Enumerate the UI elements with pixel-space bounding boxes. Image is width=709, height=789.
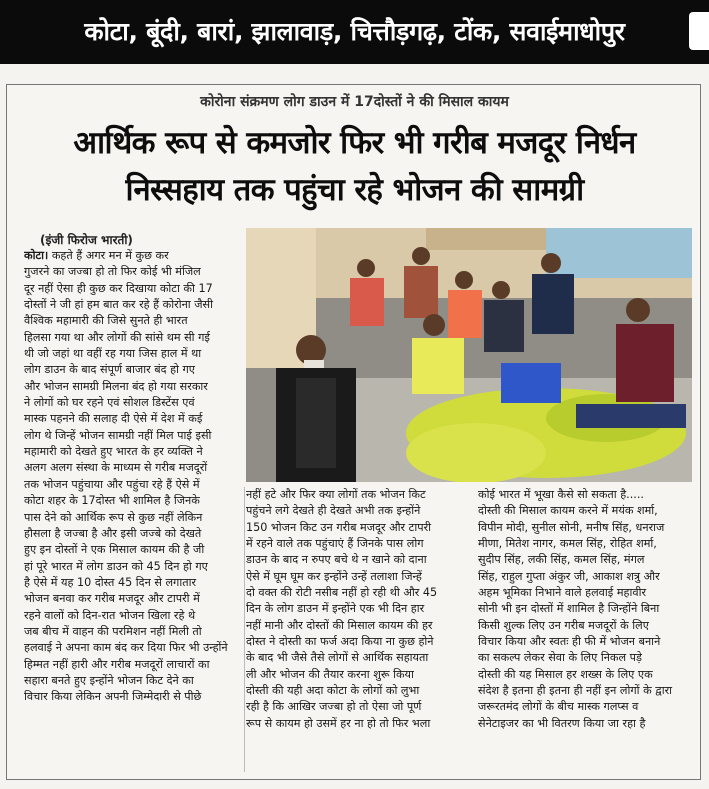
article-line-text: 150 भोजन किट उन गरीब मजदूर और टापरी [246,520,432,534]
article-line [246,487,462,503]
article-line [24,689,240,705]
article-line [246,552,462,568]
article-line-text: कोई भारत में भूखा कैसे सो सकता है..... [478,488,644,501]
article-line-text: हुए इन दोस्तों ने एक मिसाल कायम की है जी [24,543,205,557]
article-line [24,542,240,558]
article-line-text: ली और भोजन की तैयार करना शुरू किया [246,667,414,681]
article-line [24,281,240,297]
article-line [24,346,240,362]
article-line-text: हलवाई ने अपना काम बंद कर दिया फिर भी उन्होंने [24,641,228,655]
article-line [24,248,240,264]
article-line [24,330,240,346]
article-line-text: सहारा बनते हुए इन्होंने भोजन किट देने का [24,673,194,687]
article-line-text: दिन के लोग डाउन में इन्होंने एक भी दिन हार [246,602,425,616]
article-line-text: है ऐसे में यह 10 दोस्त 45 दिन से लगातार [24,575,197,589]
article-line [478,634,692,650]
article-line-text: दोस्ती की यही अदा कोटा के लोगों को लुभा [246,684,420,698]
headline-line-1: आर्थिक रूप से कमजोर फिर भी गरीब मजदूर निर्धन [73,125,636,161]
article-line-text: दूर नहीं ऐसा ही कुछ कर दिखाया कोटा की 17 [24,281,213,295]
article-line [246,520,462,536]
article-line [24,444,240,460]
article-line [24,477,240,493]
article-line-text: नहीं हटे और फिर क्या लोगों तक भोजन किट [246,488,426,501]
article-line [478,585,692,601]
article-line [24,608,240,624]
article-line [24,411,240,427]
masthead-tab [689,12,709,50]
article-line [24,493,240,509]
dateline: कोटा। [24,249,49,262]
article-line-text: हिलसा गया था और लोगों की सांसे थम सी गई [24,330,210,344]
article-line-text: जब बीच में वाहन की परमिशन नहीं मिली तो [24,624,202,638]
article-line [24,526,240,542]
article-line [24,264,240,280]
article-line-text: ऐसे में घूम घूम कर इन्होंने उन्हें तलाशा जिन्हें [246,569,422,583]
article-line [246,601,462,617]
article-line [478,569,692,585]
photo-illustration [246,228,692,482]
article-line-text: और भोजन सामग्री मिलना बंद हो गया सरकार [24,379,208,393]
article-line-text: गुजरने का जज्बा हो तो फिर कोई भी मंजिल [24,265,201,279]
article-line [24,362,240,378]
article-line-text: दोस्तों ने जी हां हम बात कर रहे हैं कोरोना जैसी [24,298,214,312]
article-line [478,520,692,536]
article-line-text: अहम भूमिका निभाने वाले हलवाई महावीर [478,586,647,600]
article-line [246,585,462,601]
article-line-text: विपीन मोदी, सुनील सोनी, मनीष सिंह, धनराज [478,520,665,534]
article-column-3 [478,487,692,732]
article-line-text: के बाद भी जैसे तैसे लोगों से आर्थिक सहायता [246,651,429,665]
article-line-text: जरूरतमंद लोगों के बीच मास्क गलप्स व [478,700,639,714]
article-line [478,487,692,503]
article-line [478,716,692,732]
article-line-text: अलग अलग संस्था के माध्यम से गरीब मजदूरों [24,461,208,475]
article-line-text: थी जो जहां था वहीं रह गया जिस हाल में था [24,347,202,361]
column-rule [244,487,245,772]
article-column-1 [24,248,240,706]
article-line-text: लोग डाउन के बाद संपूर्ण बाजार बंद हो गए [24,363,195,377]
headline-line-2: निस्सहाय तक पहुंचा रहे भोजन की सामग्री [125,172,584,208]
article-line-text: संदेश है इतना ही इतना ही नहीं इन लोगों के द्वारा [478,684,673,698]
article-line [24,559,240,575]
article-line [24,624,240,640]
article-line [24,591,240,607]
article-line [246,650,462,666]
article-line [478,650,692,666]
article-column-2 [246,487,462,732]
article-line [246,618,462,634]
article-line-text: ने लोगों को घर रहने एवं सोशल डिस्टेंस एवं [24,396,195,410]
article-line-text: सोनी भी इन दोस्तों में शामिल है जिन्होंने बिना [478,602,660,616]
article-line [246,536,462,552]
group-photo-icon [246,228,692,482]
article-line-text: दोस्ती की मिसाल कायम करने में मयंक शर्मा, [478,504,658,518]
article-line-text: तक भोजन पहुंचाया और पहुंचा रहे हैं ऐसे में [24,477,200,491]
article-line [246,699,462,715]
article-line-text: पास देने को आर्थिक रूप से कुछ नहीं लेकिन [24,510,203,524]
article-line-text: रूप से कायम हो उसमें हर ना हो तो फिर भला [246,716,431,730]
article-line-text: मास्क पहनने की सलाह दी ऐसे में देश में कई [24,412,203,426]
article-line-text: हिम्मत नहीं हारी और गरीब मजदूरों लाचारों का [24,657,210,671]
article-line [478,552,692,568]
article-line-text: दोस्त ने दोस्ती का फर्ज अदा किया ना कुछ होने [246,635,434,649]
article-line-text: वैश्विक महामारी की जिसे सुनते ही भारत [24,314,188,328]
article-line-text: कोटा शहर के 17दोस्त भी शामिल है जिनके [24,494,200,508]
article-line-text: रहने वालों को दिन-रात भोजन खिला रहे थे [24,608,196,622]
article-line-text: रही है कि आखिर जज्बा हो तो ऐसा जो पूर्ण [246,700,422,714]
article-line-text: डाउन के बाद न रुपए बचे थे न खाने को दाना [246,553,427,567]
article-line [24,428,240,444]
article-line-text: सुदीप सिंह, लकी सिंह, कमल सिंह, मंगल [478,553,645,567]
article-line [478,601,692,617]
article-line [478,699,692,715]
article-line-text: दो वक्त की रोटी नसीब नहीं हो रही थी और 45 [246,586,438,600]
article-line [246,667,462,683]
article-line [24,395,240,411]
article-kicker: कोरोना संक्रमण लोग डाउन में 17दोस्तों ने की मिसाल कायम [200,94,509,110]
article-line-text: किसी शुल्क लिए उन गरीब मजदूरों के लिए [478,618,649,632]
article-line [24,657,240,673]
article-line-text: हौसला है जज्बा है और इसी जज्बे को देखते [24,526,202,540]
article-line-text: का सकल्प लेकर सेवा के लिए निकल पड़े [478,651,643,665]
masthead-cities: कोटा, बूंदी, बारां, झालावाड़, चित्तौड़गढ़, टोंक, सवाईमाधोपुर [84,17,625,46]
article-line [246,569,462,585]
article-line-text: भोजन बनवा कर गरीब मजदूर और टापरी में [24,592,200,606]
article-line [24,640,240,656]
article-line [478,667,692,683]
article-line-text: दोस्ती की यह मिसाल हर शख्स के लिए एक [478,667,653,681]
article-line [478,618,692,634]
article-line [24,510,240,526]
article-line [24,575,240,591]
byline: (इंजी फिरोज भारती) [40,233,133,247]
article-line-text: विचार किया लेकिन अपनी जिम्मेदारी से पीछे [24,690,202,704]
article-line [246,683,462,699]
article-line [478,503,692,519]
article-line-text: सिंह, राहुल गुप्ता अंकुर जी, आकाश शत्रु और [478,569,660,583]
article-line-text: लोग थे जिन्हें भोजन सामग्री नहीं मिल पाई इसी [24,428,212,442]
article-line-text: पहुंचने लगे देखते ही देखते अभी तक इन्होंने [246,504,421,518]
article-line [246,503,462,519]
article-line-text: हां पूरे भारत में लोग डाउन को 45 दिन हो गए [24,559,208,573]
article-line [246,634,462,650]
article-line [478,683,692,699]
article-line-text: में रहने वाले तक पहुंचाएं हैं जिनके पास लोग [246,537,424,551]
article-line [24,313,240,329]
article-line [24,379,240,395]
article-line [478,536,692,552]
article-line-text: विचार किया और स्वतः ही फी में भोजन बनाने [478,635,661,649]
article-line-text: नहीं मानी और दोस्तों की मिसाल कायम की हर [246,618,433,632]
article-line-text: महामारी को देखते हुए भारत के हर व्यक्ति ने [24,445,203,459]
article-line [24,460,240,476]
article-line-text: सेनेटाइजर का भी वितरण किया जा रहा है [478,716,646,730]
article-line [246,716,462,732]
article-line [24,297,240,313]
article-line-text: कहते हैं अगर मन में कुछ कर [51,249,169,262]
article-line [24,673,240,689]
article-line-text: मीणा, मितेश नागर, कमल सिंह, रोहित शर्मा, [478,537,657,551]
